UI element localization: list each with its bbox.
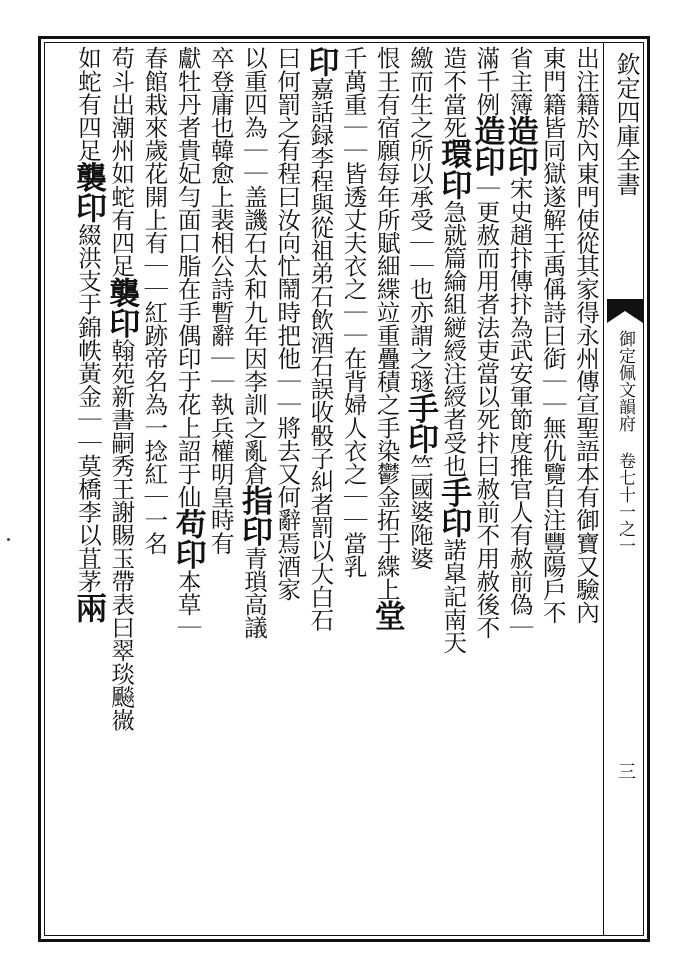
column-text: 如蛇有四足 xyxy=(74,46,102,162)
column-text: 造不當死 xyxy=(439,46,468,139)
text-column xyxy=(368,46,405,932)
column-text: ｜更赦而用者法吏當以死抃曰赦前不用赦後不 xyxy=(472,176,501,639)
column-text: 以重四為｜｜盖譏石太和九年因李訓之亂倉 xyxy=(240,46,268,485)
column-text: 省主簿 xyxy=(505,46,534,116)
text-column xyxy=(72,46,104,932)
column-text: 本草｜ xyxy=(173,569,202,639)
column-text: 竺國婆陁婆 xyxy=(406,453,434,570)
entry-heading: 苟印 xyxy=(169,508,206,570)
scan-speck xyxy=(7,538,10,541)
entry-heading: 造印 xyxy=(468,115,505,177)
entry-heading: 印 xyxy=(302,46,339,77)
entry-heading: 兩 xyxy=(70,592,106,623)
text-column xyxy=(169,46,206,932)
column-text: 春館栽來歲花開上有｜｜紅跡帝名為一捻紅 xyxy=(140,46,169,485)
entry-heading: 環印 xyxy=(435,138,472,200)
column-text: 苟斗出潮州如蛇有四足 xyxy=(107,46,136,278)
text-column xyxy=(435,46,472,932)
text-column xyxy=(238,46,270,932)
text-column xyxy=(404,46,436,932)
column-text: 諾皐記南天 xyxy=(439,538,468,654)
column-text: 綴洪支于錦帙黃金｜｜莫橋李以苴茅 xyxy=(74,222,102,593)
text-column xyxy=(501,46,538,932)
column-text: 青瑣高議 xyxy=(240,546,268,639)
text-column xyxy=(271,46,303,932)
column-text: 急就篇綸組縌綬注綬者受也 xyxy=(439,199,468,477)
column-text: 明皇時有 xyxy=(206,461,235,555)
text-column xyxy=(302,46,339,932)
column-text: 嘉話録李程與從祖弟石飲酒石誤收骰子糾者罰以大白石 xyxy=(306,76,335,632)
text-column xyxy=(103,46,140,932)
column-rule xyxy=(603,43,604,935)
column-text: 恨王有宿願每年所賦細緤竝重疊積之手染鬱金拓于緤上 xyxy=(372,46,401,601)
entry-heading: 襲印 xyxy=(103,277,140,339)
entry-heading: 指印 xyxy=(236,484,272,547)
column-text: 東門籍皆同獄遂解王禹偁詩曰衘｜｜無仇覽自注豐陽戶不 xyxy=(538,46,567,624)
column-text: 繳而生之所以承受｜｜也亦謂之璲 xyxy=(406,46,434,393)
entry-heading: 手印 xyxy=(435,476,472,539)
entry-heading: 堂 xyxy=(368,600,405,632)
column-text: 曰何罰之有程曰汝向忙鬧時把他｜｜將去又何辭焉酒家 xyxy=(273,46,302,601)
column-text: 千萬重｜｜皆透丈夫衣之｜｜在背婦人衣之｜｜當乳 xyxy=(339,46,368,578)
text-column xyxy=(338,46,370,932)
page-marker: 三 xyxy=(615,762,636,780)
text-column xyxy=(570,46,602,932)
text-column xyxy=(138,46,170,932)
text-column xyxy=(537,46,569,932)
column-text: ｜一名 xyxy=(140,484,169,555)
text-column xyxy=(468,46,505,932)
column-text: 卒登庸也韓愈上裴相公詩暫辭｜｜執兵權 xyxy=(206,46,235,462)
column-text: 翰苑新書嗣秀王謝賜玉帶表曰翠琰飈嶶 xyxy=(107,338,136,731)
section-title: 御定佩文韻府 卷七十一之一 xyxy=(615,330,635,554)
column-text: 宋史趙抃傳抃為武安軍節度推官人有赦前偽｜ xyxy=(505,176,534,639)
column-text: 出注籍於內東門使從其家得永州傳宣聖語本有御寶又驗內 xyxy=(572,46,600,624)
entry-heading: 襲印 xyxy=(70,161,106,223)
book-title: 欽定四庫全書 xyxy=(612,52,640,196)
entry-heading: 手印 xyxy=(402,392,438,454)
fish-tail-icon xyxy=(606,298,644,324)
column-text: 滿千例 xyxy=(472,46,501,116)
entry-heading: 造印 xyxy=(501,115,538,177)
text-column xyxy=(205,46,237,932)
column-text: 獻牡丹者貴妃勻面口脂在手偶印于花上詔于仙 xyxy=(173,46,202,509)
